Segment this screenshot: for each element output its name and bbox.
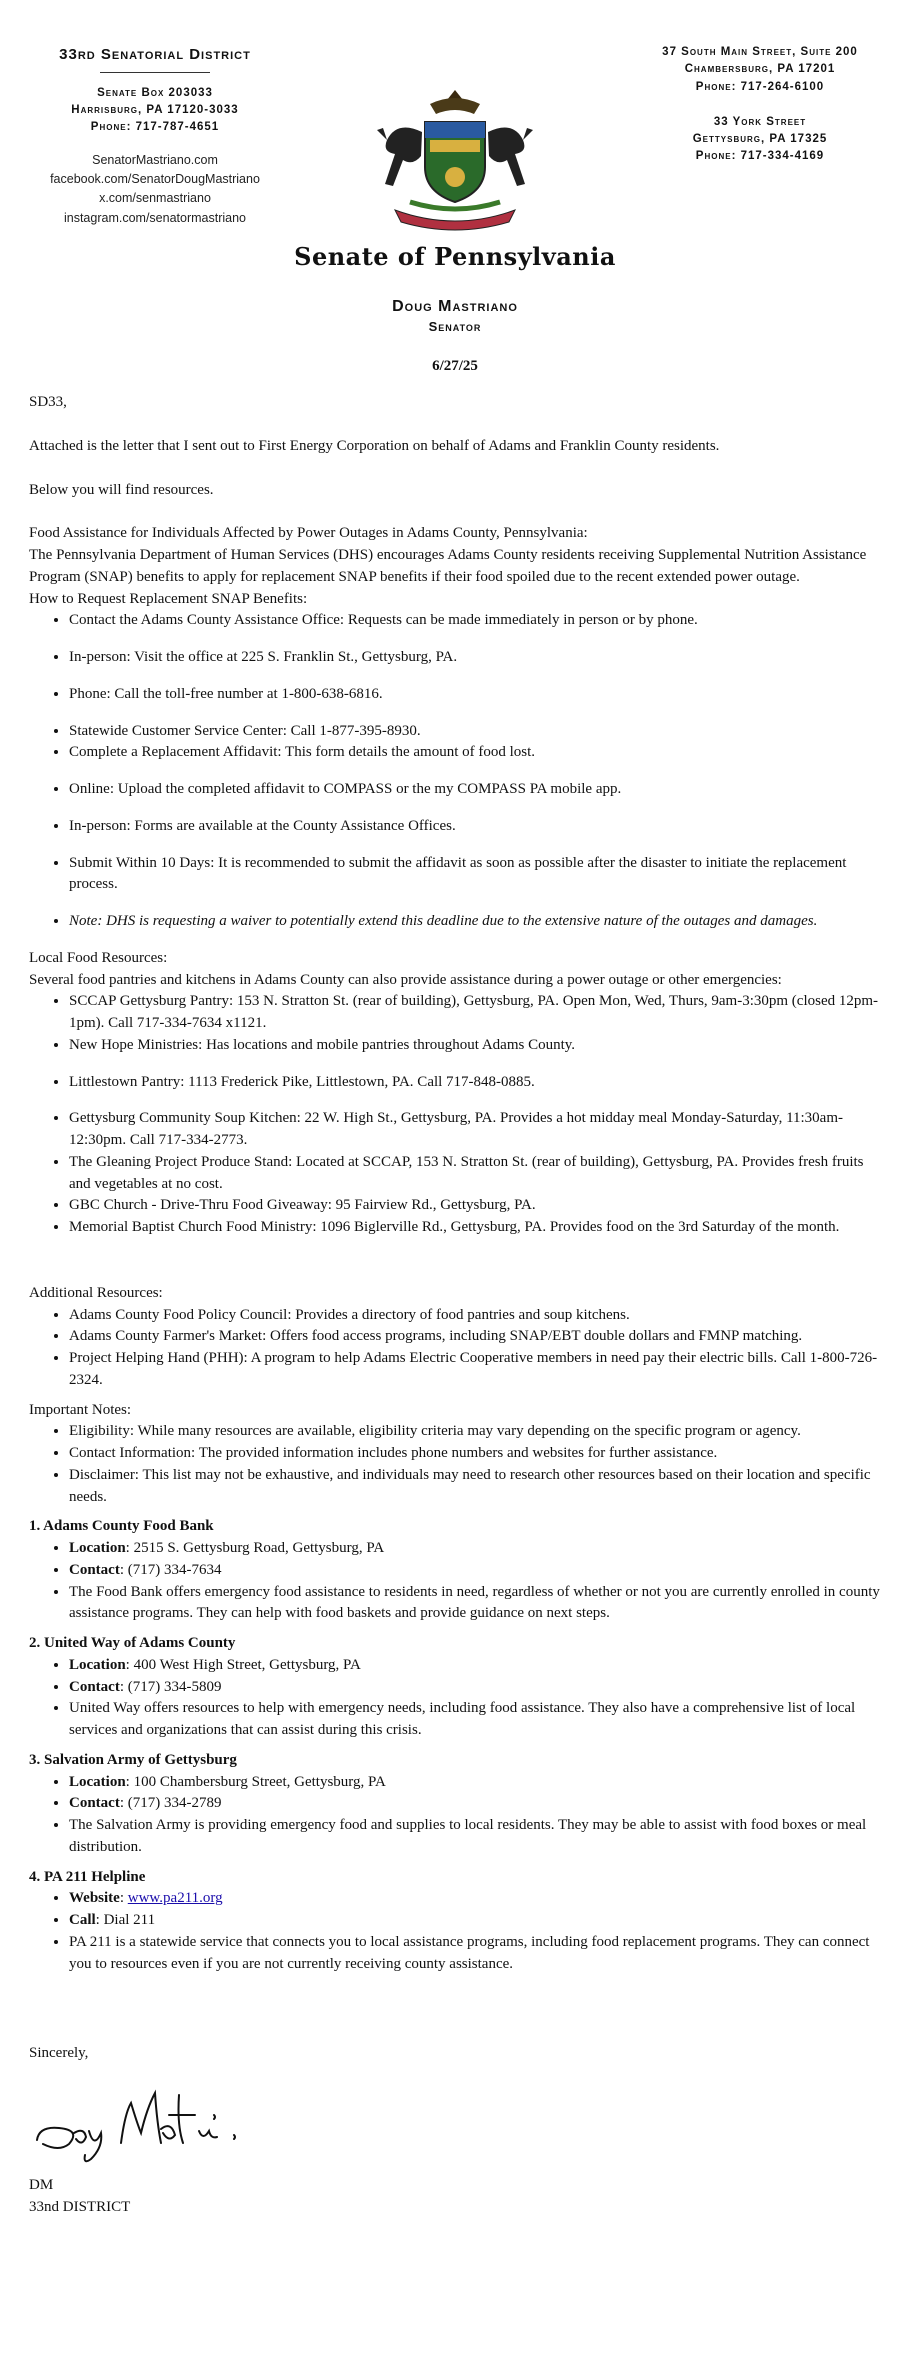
- org-call: • Call: Dial 211: [69, 1910, 881, 1932]
- chambersburg-city: Chambersburg, PA 17201: [684, 63, 836, 76]
- letterhead-left: [15, 44, 295, 228]
- list-item: • Contact the Adams County Assistance Office: Requests can be made immediately in person or by phone.: [69, 610, 881, 632]
- org-title: 2. United Way of Adams County: [29, 1635, 236, 1651]
- org-website: • Website: www.pa211.org: [69, 1888, 881, 1910]
- list-item: • Complete a Replacement Affidavit: This form details the amount of food lost.: [69, 742, 881, 764]
- list-item: • Adams County Farmer's Market: Offers food access programs, including SNAP/EBT double dollars and FMNP matching.: [69, 1326, 881, 1348]
- org-title: 1. Adams County Food Bank: [29, 1518, 214, 1535]
- org-description: • The Salvation Army is providing emergency food and supplies to local residents. They may be able to assist with food boxes or meal distribution.: [69, 1815, 881, 1859]
- list-item: • In-person: Forms are available at the County Assistance Offices.: [69, 816, 881, 838]
- list-item: • New Hope Ministries: Has locations and mobile pantries throughout Adams County.: [69, 1035, 881, 1057]
- additional-list: [29, 1305, 881, 1392]
- org-details: [29, 1538, 881, 1625]
- org-contact: • Contact: (717) 334-5809: [69, 1677, 881, 1699]
- signature-image: [29, 2085, 279, 2165]
- snap-heading: How to Request Replacement SNAP Benefits:: [29, 590, 308, 607]
- senate-box: Senate Box 203033: [97, 86, 213, 99]
- org-title: 4. PA 211 Helpline: [29, 1868, 146, 1885]
- org-contact: • Contact: (717) 334-2789: [69, 1793, 881, 1815]
- senate-title: Senate of Pennsylvania: [294, 242, 616, 271]
- org-location: • Location: 400 West High Street, Gettysburg, PA: [69, 1655, 881, 1677]
- chambersburg-phone: Phone: 717-264-6100: [695, 80, 825, 93]
- initials: DM: [29, 2177, 54, 2193]
- resources-paragraph: Below you will find resources.: [29, 481, 214, 498]
- district-title: 33rd Senatorial District: [59, 46, 251, 63]
- list-item: • Eligibility: While many resources are available, eligibility criteria may vary depending on the specific program or agency.: [69, 1421, 881, 1443]
- letterhead-right: [620, 44, 900, 166]
- affidavit-steps-list: [29, 742, 881, 933]
- letter-date: 6/27/25: [432, 358, 478, 374]
- divider: [100, 72, 210, 73]
- pa211-link[interactable]: www.pa211.org: [127, 1890, 223, 1907]
- list-item: • Disclaimer: This list may not be exhaustive, and individuals may need to research other resources based on their location and specific needs.: [69, 1465, 881, 1509]
- senator-role: Senator: [428, 319, 482, 334]
- list-item: • Phone: Call the toll-free number at 1-800-638-6816.: [69, 684, 881, 706]
- list-item: • Statewide Customer Service Center: Call 1-877-395-8930.: [69, 721, 881, 743]
- closing: Sincerely,: [29, 2045, 89, 2062]
- org-details: [29, 1888, 881, 1975]
- website-link[interactable]: SenatorMastriano.com: [92, 152, 218, 167]
- gettysburg-city: Gettysburg, PA 17325: [692, 133, 828, 145]
- list-item: • In-person: Visit the office at 225 S. Franklin St., Gettysburg, PA.: [69, 647, 881, 669]
- notes-heading: Important Notes:: [29, 1401, 132, 1418]
- pennsylvania-seal-icon: [360, 82, 550, 232]
- chambersburg-address: 37 South Main Street, Suite 200: [662, 46, 858, 58]
- list-item: • Adams County Food Policy Council: Provides a directory of food pantries and soup kitchens.: [69, 1305, 881, 1327]
- facebook-link[interactable]: facebook.com/SenatorDougMastriano: [50, 171, 260, 186]
- org-details: [29, 1772, 881, 1859]
- food-assistance-heading: Food Assistance for Individuals Affected by Power Outages in Adams County, Pennsylvania:: [29, 525, 588, 542]
- x-link[interactable]: x.com/senmastriano: [99, 191, 211, 206]
- org-description: • United Way offers resources to help with emergency needs, including food assistance. They also have a comprehensive list of local services and organizations that can assist during this crisis.: [69, 1698, 881, 1742]
- org-title: 3. Salvation Army of Gettysburg: [29, 1751, 237, 1768]
- local-food-list: [29, 991, 881, 1239]
- additional-heading: Additional Resources:: [29, 1284, 163, 1301]
- harrisburg-address: Harrisburg, PA 17120-3033: [71, 104, 239, 116]
- org-location: • Location: 2515 S. Gettysburg Road, Gettysburg, PA: [69, 1538, 881, 1560]
- dhs-note: • Note: DHS is requesting a waiver to potentially extend this deadline due to the extensive nature of the outages and damages.: [69, 911, 881, 933]
- list-item: • Project Helping Hand (PHH): A program to help Adams Electric Cooperative members in need pay their electric bills. Call 1-800-726-2324.: [69, 1348, 881, 1392]
- org-description: • PA 211 is a statewide service that connects you to local assistance programs, including food replacement programs. They can connect you to resources even if you are not currently receiving county assistance.: [69, 1932, 881, 1976]
- list-item: • SCCAP Gettysburg Pantry: 153 N. Stratton St. (rear of building), Gettysburg, PA. Open Mon, Wed, Thurs, 9am-3:30pm (closed 12pm-1pm). Call 717-334-7634 x1121.: [69, 991, 881, 1035]
- letter-body: [29, 392, 881, 2219]
- list-item: • GBC Church - Drive-Thru Food Giveaway: 95 Fairview Rd., Gettysburg, PA.: [69, 1195, 881, 1217]
- local-food-intro: Several food pantries and kitchens in Adams County can also provide assistance during a power outage or other emergencies:: [29, 971, 782, 988]
- notes-list: [29, 1421, 881, 1508]
- food-assistance-intro: The Pennsylvania Department of Human Services (DHS) encourages Adams County residents receiving Supplemental Nutrition Assistance Program (SNAP) benefits to apply for replacement SNAP benefits if their food spoiled due to the recent extended power outage.: [29, 547, 867, 585]
- local-food-heading: Local Food Resources:: [29, 949, 168, 966]
- org-description: • The Food Bank offers emergency food assistance to residents in need, regardless of whether or not you are currently enrolled in county assistance programs. They can help with food baskets and provide guidance on next steps.: [69, 1582, 881, 1626]
- salutation: SD33,: [29, 394, 67, 410]
- gettysburg-phone: Phone: 717-334-4169: [695, 150, 825, 163]
- list-item: • Online: Upload the completed affidavit to COMPASS or the my COMPASS PA mobile app.: [69, 779, 881, 801]
- list-item: • Gettysburg Community Soup Kitchen: 22 W. High St., Gettysburg, PA. Provides a hot midday meal Monday-Saturday, 11:30am-12:30pm. Call 717-334-2773.: [69, 1108, 881, 1152]
- list-item: • Submit Within 10 Days: It is recommended to submit the affidavit as soon as possible after the disaster to initiate the replacement process.: [69, 853, 881, 897]
- list-item: • The Gleaning Project Produce Stand: Located at SCCAP, 153 N. Stratton St. (rear of building), Gettysburg, PA. Provides fresh fruits and vegetables at no cost.: [69, 1152, 881, 1196]
- district-signoff: 33nd DISTRICT: [29, 2198, 131, 2215]
- org-details: [29, 1655, 881, 1742]
- org-location: • Location: 100 Chambersburg Street, Gettysburg, PA: [69, 1772, 881, 1794]
- org-contact: • Contact: (717) 334-7634: [69, 1560, 881, 1582]
- list-item: • Contact Information: The provided information includes phone numbers and websites for further assistance.: [69, 1443, 881, 1465]
- snap-steps-list: [29, 610, 881, 742]
- senator-name: Doug Mastriano: [392, 298, 518, 315]
- instagram-link[interactable]: instagram.com/senatormastriano: [63, 210, 247, 225]
- harrisburg-phone: Phone: 717-787-4651: [90, 121, 220, 134]
- gettysburg-address: 33 York Street: [713, 115, 807, 128]
- list-item: • Memorial Baptist Church Food Ministry: 1096 Biglerville Rd., Gettysburg, PA. Provides food on the 3rd Saturday of the month.: [69, 1217, 881, 1239]
- list-item: • Littlestown Pantry: 1113 Frederick Pike, Littlestown, PA. Call 717-848-0885.: [69, 1072, 881, 1094]
- intro-paragraph: Attached is the letter that I sent out to First Energy Corporation on behalf of Adams and Franklin County residents.: [29, 437, 720, 454]
